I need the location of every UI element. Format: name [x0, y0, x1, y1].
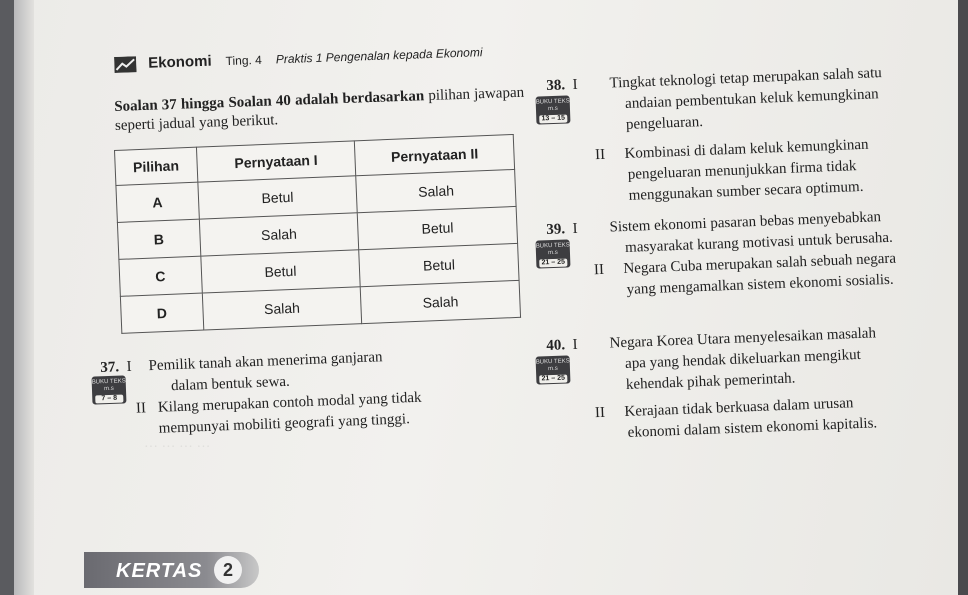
table-cell: Salah — [356, 169, 516, 212]
paper-number: 2 — [214, 556, 242, 584]
table-cell: B — [117, 219, 200, 259]
paper-label: KERTAS — [116, 560, 203, 582]
bleed-through-text: ··· ··· ··· ··· — [144, 440, 211, 455]
question-37: 37. I Pemilik tanah akan menerima ganjaran dalam bentuk sewa. II Kilang merupakan contoh modal yang tidak mempunyai mobiliti geografi yang tinggi. — [100, 349, 422, 437]
instructions-bold: Soalan 37 hingga Soalan 40 adalah berdasarkan — [114, 88, 425, 115]
question-40: 40. I Negara Korea Utara menyelesaikan masalah apa yang hendak dikeluarkan mengikut kehendak pihak pemerintah. II Kerajaan tidak berkuasa dalam urusan ekonomi dalam sistem ekonomi kapitalis. — [546, 325, 878, 441]
page-header — [114, 43, 483, 74]
textbook-page — [14, 0, 959, 595]
textbook-page-badge: BUKU TEKS m.s 21 – 25 — [536, 239, 571, 268]
table-header: Pernyataan I — [196, 141, 356, 182]
textbook-page-badge: BUKU TEKS m.s 21 – 25 — [536, 355, 571, 384]
table-cell: Salah — [199, 213, 359, 256]
instructions-rest: pilihan jawapan seperti jadual yang berikut. — [114, 84, 525, 134]
table-cell: Betul — [357, 206, 517, 249]
question-38: 38. I Tingkat teknologi tetap merupakan salah satu andaian pembentukan keluk kemungkinan pengeluaran. II Kombinasi di dalam keluk kemungkinan pengeluaran menunjukkan firma tidak menggunakan sumber secara optimum. — [546, 65, 883, 204]
page-fold-shadow — [14, 0, 34, 595]
background-right — [958, 0, 968, 595]
table-cell: Salah — [360, 280, 520, 323]
textbook-page-badge: BUKU TEKS m.s 7 – 8 — [92, 375, 127, 404]
answer-options-table — [114, 134, 521, 334]
background-left — [0, 0, 14, 595]
textbook-page-badge: BUKU TEKS m.s 13 – 15 — [536, 95, 571, 124]
table-cell: A — [116, 182, 199, 222]
table-cell: Betul — [200, 250, 360, 293]
instructions — [114, 84, 525, 136]
book-logo-icon — [114, 57, 137, 74]
table-cell: Salah — [202, 287, 362, 330]
table-cell: C — [119, 256, 202, 296]
table-header: Pernyataan II — [355, 134, 515, 175]
table-cell: Betul — [359, 243, 519, 286]
subject-title: Ekonomi — [147, 52, 212, 72]
table-header: Pilihan — [115, 147, 198, 185]
form-level: Ting. 4 — [225, 52, 263, 69]
chapter-title: Praktis 1 Pengenalan kepada Ekonomi — [275, 45, 483, 67]
table-cell: D — [120, 293, 203, 333]
table-cell: Betul — [197, 176, 357, 219]
question-39: 39. I Sistem ekonomi pasaran bebas menyebabkan masyarakat kurang motivasi untuk berusaha. II Negara Cuba merupakan salah sebuah negara yang mengamalkan sistem ekonomi sosialis. — [546, 209, 897, 298]
